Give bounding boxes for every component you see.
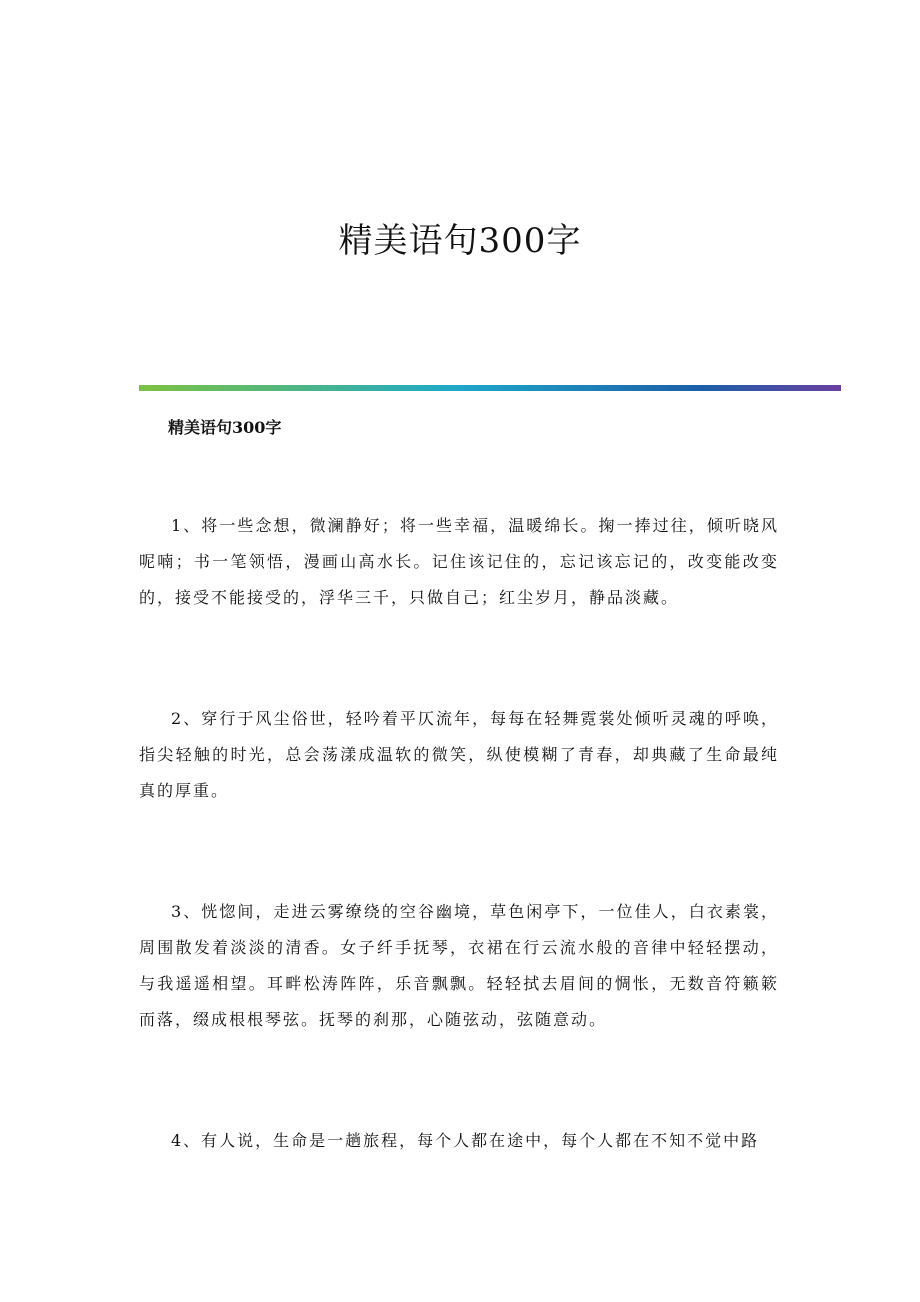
gradient-divider xyxy=(139,385,841,391)
divider-bar xyxy=(139,385,841,391)
document-subtitle: 精美语句300字 xyxy=(168,418,282,437)
paragraph-2: 2、穿行于风尘俗世，轻吟着平仄流年，每每在轻舞霓裳处倾听灵魂的呼唤，指尖轻触的时光，总会荡漾成温软的微笑，纵使模糊了青春，却典藏了生命最纯真的厚重。 xyxy=(139,709,779,800)
paragraph-4: 4、有人说，生命是一趟旅程，每个人都在途中，每个人都在不知不觉中路 xyxy=(171,1131,760,1150)
document-body xyxy=(139,508,779,1244)
paragraph-3: 3、恍惚间，走进云雾缭绕的空谷幽境，草色闲亭下，一位佳人，白衣素裳，周围散发着淡淡的清香。女子纤手抚琴，衣裙在行云流水般的音律中轻轻摆动，与我遥遥相望。耳畔松涛阵阵，乐音飘飘。轻轻拭去眉间的惆怅，无数音符籁簌而落，缀成根根琴弦。抚琴的刹那，心随弦动，弦随意动。 xyxy=(139,902,779,1029)
paragraph-1: 1、将一些念想，微澜静好；将一些幸福，温暖绵长。掬一捧过往，倾听晓风呢喃；书一笔领悟，漫画山高水长。记住该记住的，忘记该忘记的，改变能改变的，接受不能接受的，浮华三千，只做自己；红尘岁月，静品淡藏。 xyxy=(139,516,779,607)
document-title: 精美语句300字 xyxy=(338,221,582,261)
